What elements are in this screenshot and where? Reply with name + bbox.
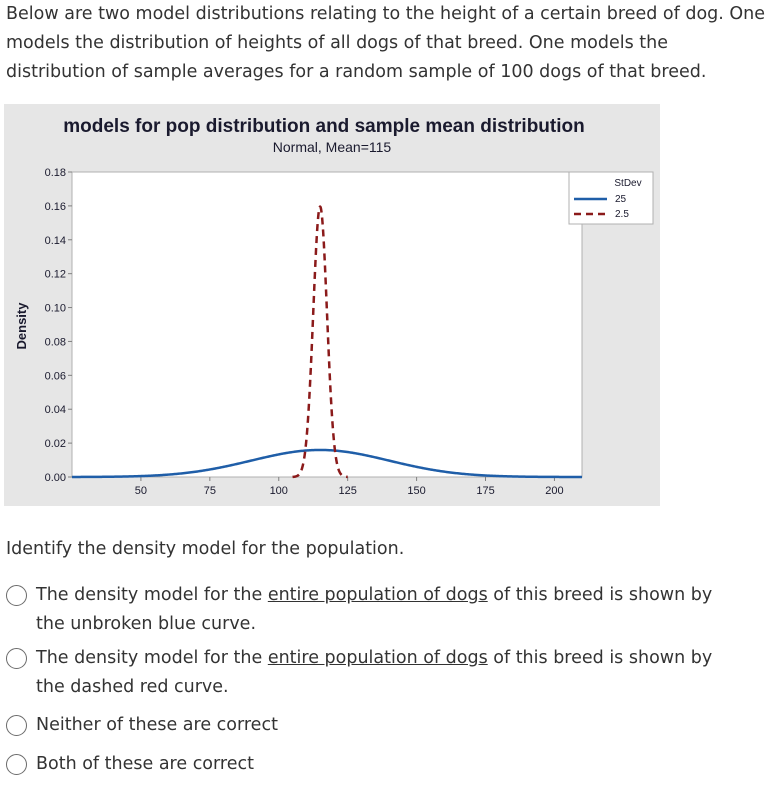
option-blue-curve[interactable]	[6, 581, 726, 639]
y-tick-label: 0.02	[44, 438, 66, 451]
y-tick-label: 0.18	[44, 167, 66, 179]
intro-text: Below are two model distributions relating to the height of a certain breed of dog. One models the distribution of heights of all dogs of that breed. One models the distribution of sample averages for a random sample of 100 dogs of that breed.	[6, 4, 766, 82]
plot-area	[72, 172, 582, 477]
radio-button[interactable]	[6, 648, 27, 669]
x-tick-label: 150	[407, 485, 426, 497]
radio-button[interactable]	[6, 715, 27, 736]
option-red-curve[interactable]	[6, 644, 726, 702]
y-tick-label: 0.16	[44, 200, 66, 213]
chart	[4, 104, 660, 506]
chart-subtitle: Normal, Mean=115	[272, 139, 392, 155]
x-tick-label: 75	[203, 485, 216, 497]
option-text: Both of these are correct	[36, 754, 254, 774]
option-text: The density model for the entire population of dogs of this breed is shown by the dashed red curve.	[36, 648, 713, 697]
radio-button[interactable]	[6, 754, 27, 775]
chart-title: models for pop distribution and sample mean distribution	[63, 116, 585, 137]
legend	[569, 172, 653, 224]
option-text: The density model for the entire population of dogs of this breed is shown by the unbroken blue curve.	[36, 585, 713, 634]
legend-label-25: 25	[615, 194, 627, 205]
y-tick-label: 0.04	[44, 404, 66, 417]
x-tick-label: 100	[269, 485, 288, 497]
option-neither[interactable]	[6, 711, 726, 740]
x-tick-label: 50	[134, 485, 148, 497]
x-tick-label: 125	[338, 485, 357, 497]
y-tick-label: 0.00	[44, 472, 66, 484]
y-tick-label: 0.14	[44, 234, 66, 247]
y-tick-label: 0.08	[44, 336, 66, 349]
x-tick-label: 175	[476, 485, 495, 497]
legend-label-2-5: 2.5	[615, 209, 629, 220]
radio-button[interactable]	[6, 585, 27, 606]
chart-svg	[4, 104, 660, 506]
option-both[interactable]	[6, 750, 726, 779]
y-axis-label: Density	[14, 302, 29, 350]
x-tick-label: 200	[545, 485, 564, 497]
question-text: Identify the density model for the population.	[6, 539, 405, 559]
y-tick-label: 0.06	[44, 370, 66, 383]
option-text: Neither of these are correct	[36, 715, 278, 735]
legend-title: StDev	[614, 178, 642, 189]
y-tick-label: 0.12	[44, 268, 66, 281]
y-tick-label: 0.10	[44, 302, 66, 315]
